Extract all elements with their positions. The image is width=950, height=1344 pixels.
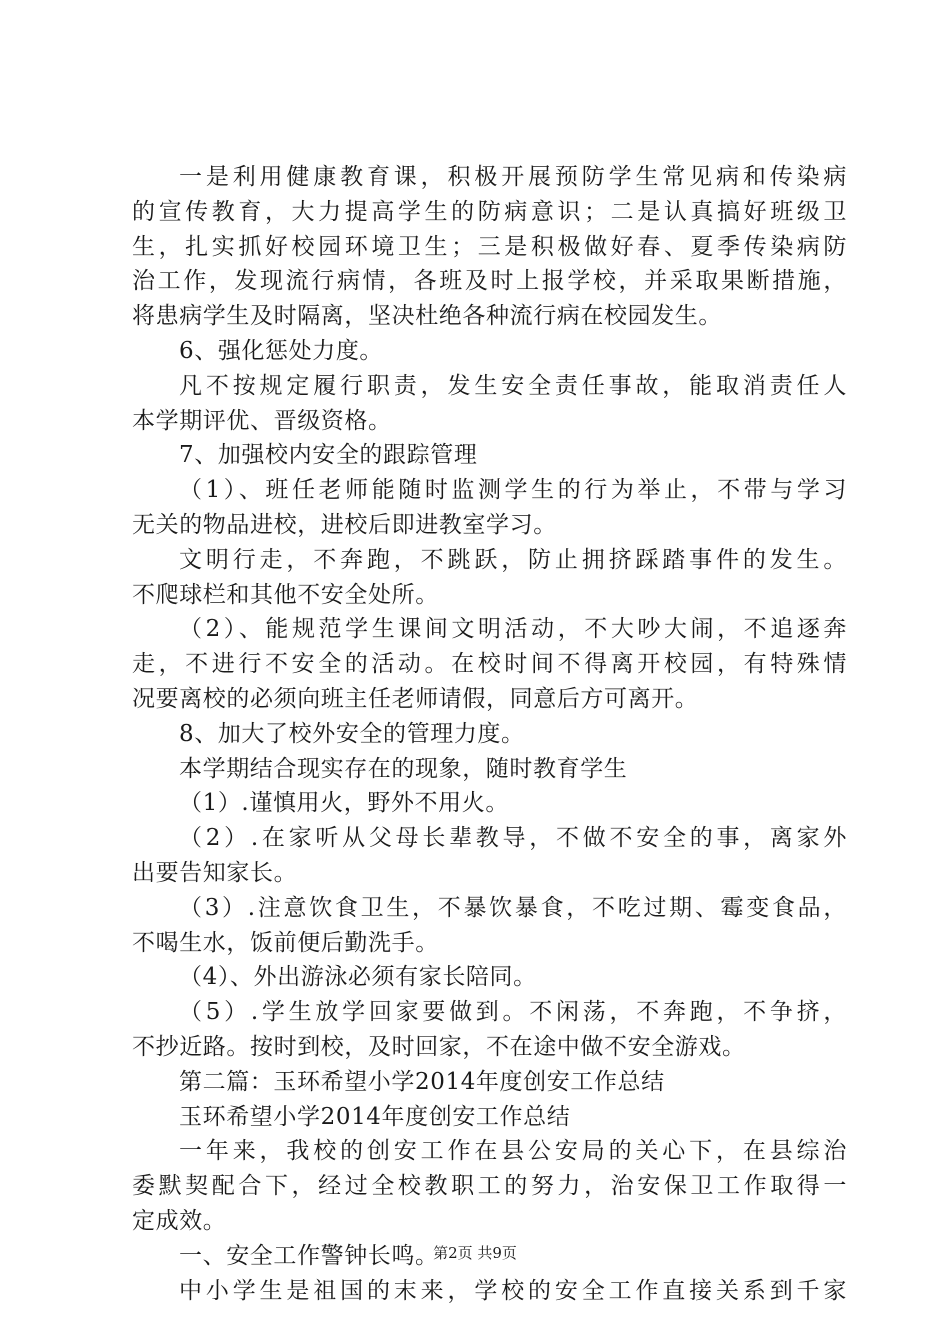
text-line: （3）.注意饮食卫生，不暴饮暴食，不吃过期、霉变食品， <box>179 894 847 921</box>
text-line: （1）.谨慎用火，野外不用火。 <box>179 790 509 817</box>
text-line: 8、加大了校外安全的管理力度。 <box>179 720 525 747</box>
text-line: 不爬球栏和其他不安全处所。 <box>132 581 439 608</box>
text-line: （2）、能规范学生课间文明活动，不大吵大闹，不追逐奔 <box>179 616 847 643</box>
text-line: 委默契配合下，经过全校教职工的努力，治安保卫工作取得一 <box>132 1173 847 1200</box>
text-line: 本学期评优、晋级资格。 <box>132 407 392 434</box>
text-line: 无关的物品进校，进校后即进教室学习。 <box>132 511 557 538</box>
text-line: 7、加强校内安全的跟踪管理 <box>179 442 478 469</box>
text-line: 出要告知家长。 <box>132 859 298 886</box>
text-line: （5）.学生放学回家要做到。不闲荡，不奔跑，不争挤， <box>179 999 847 1026</box>
text-line: （4）、外出游泳必须有家长陪同。 <box>179 964 537 991</box>
text-line: （2）.在家听从父母长辈教导，不做不安全的事，离家外 <box>179 825 847 852</box>
text-line: 治工作，发现流行病情，各班及时上报学校，并采取果断措施， <box>132 268 847 295</box>
text-line: （1）、班任老师能随时监测学生的行为举止，不带与学习 <box>179 477 847 504</box>
text-line: 定成效。 <box>132 1207 227 1234</box>
text-line: 6、强化惩处力度。 <box>179 337 384 364</box>
text-line: 第二篇：玉环希望小学2014年度创安工作总结 <box>179 1068 665 1095</box>
text-line: 的宣传教育，大力提高学生的防病意识；二是认真搞好班级卫 <box>132 198 847 225</box>
text-line: 一是利用健康教育课，积极开展预防学生常见病和传染病 <box>179 164 847 190</box>
text-line: 不抄近路。按时到校，及时回家，不在途中做不安全游戏。 <box>132 1033 746 1060</box>
text-line: 不喝生水，饭前便后勤洗手。 <box>132 929 439 956</box>
text-line: 本学期结合现实存在的现象，随时教育学生 <box>179 755 628 782</box>
document-body <box>132 160 847 1308</box>
page-number-footer: 第2页 共9页 <box>433 1244 517 1262</box>
text-line: 中小学生是祖国的末来，学校的安全工作直接关系到千家 <box>179 1277 847 1304</box>
text-line: 文明行走，不奔跑，不跳跃，防止拥挤踩踏事件的发生。 <box>179 546 847 573</box>
text-line: 走，不进行不安全的活动。在校时间不得离开校园，有特殊情 <box>132 651 847 678</box>
text-line: 一、安全工作警钟长鸣。 <box>179 1242 439 1269</box>
text-line: 将患病学生及时隔离，坚决杜绝各种流行病在校园发生。 <box>132 303 722 330</box>
text-line: 一年来，我校的创安工作在县公安局的关心下，在县综治 <box>179 1138 847 1165</box>
text-line: 况要离校的必须向班主任老师请假，同意后方可离开。 <box>132 685 699 712</box>
text-line: 玉环希望小学2014年度创安工作总结 <box>179 1103 571 1130</box>
text-line: 生，扎实抓好校园环境卫生；三是积极做好春、夏季传染病防 <box>132 233 847 260</box>
text-line: 凡不按规定履行职责，发生安全责任事故，能取消责任人 <box>179 372 847 399</box>
